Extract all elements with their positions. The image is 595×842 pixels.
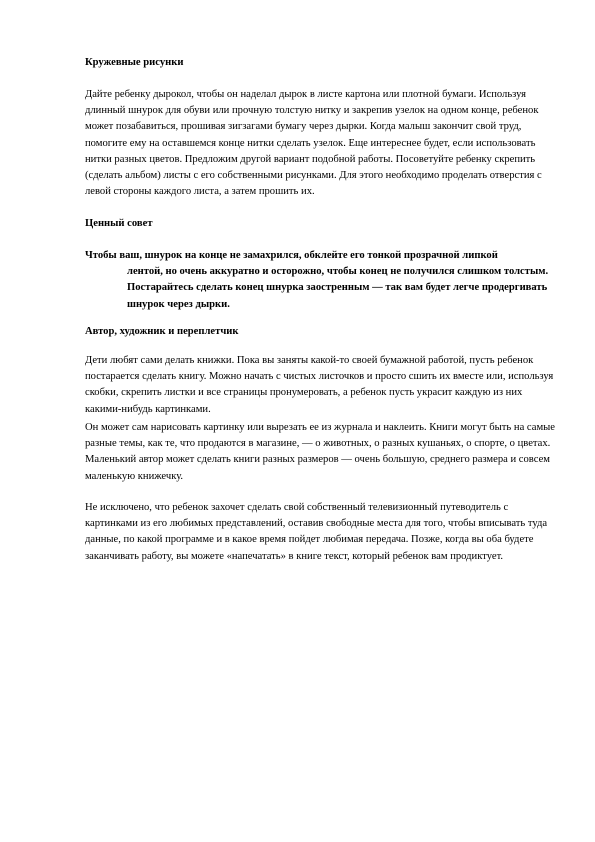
heading-author-artist-binder: Автор, художник и переплетчик	[85, 326, 239, 337]
paragraph-draw-or-cut-pictures: Он может сам нарисовать картинку или вырезать ее из журнала и наклеить. Книги могут быть на самые разные темы, как те, что продаются в магазине, — о животных, о разных кушаньях, о спорте, о цветах. Маленький автор может сделать книги разных размеров — очень большую, среднего размера и совсем маленькую книжечку.	[85, 422, 555, 482]
heading-valuable-advice: Ценный совет	[85, 218, 153, 229]
heading-lace-drawings: Кружевные рисунки	[85, 57, 184, 68]
paragraph-lace-drawings: Дайте ребенку дырокол, чтобы он наделал дырок в листе картона или плотной бумаги. Используя длинный шнурок для обуви или прочную толстую нитку и закрепив узелок на одном конце, ребенок может позабавиться, прошивая зигзагами бумагу через дырки. Когда малыш закончит свой труд, помогите ему на оставшемся конце нитки сделать узелок. Еще интереснее будет, если использовать нитки разных цветов. Предложим другой вариант подобной работы. Посоветуйте ребенку скрепить (сделать альбом) листы с его собственными рисунками. Для этого необходимо проделать отверстия с левой стороны каждого листа, а затем прошить их.	[85, 89, 542, 198]
advice-continuation: лентой, но очень аккуратно и осторожно, чтобы конец не получился слишком толстым. Постарайтесь сделать конец шнурка заостренным — так вам будет легче продергивать шнурок через дырки.	[127, 266, 549, 310]
paragraph-valuable-advice	[85, 248, 555, 313]
paragraph-tv-guide: Не исключено, что ребенок захочет сделать свой собственный телевизионный путеводитель с картинками из его любимых представлений, оставив свободные места для того, чтобы вписывать туда данные, по какой программе и в какое время пойдет любимая передача. Позже, когда вы оба будете заканчивать работу, вы можете «напечатать» в книге текст, который ребенок вам продиктует.	[85, 502, 548, 562]
paragraph-kids-make-books: Дети любят сами делать книжки. Пока вы заняты какой-то своей бумажной работой, пусть ребенок постарается сделать книгу. Можно начать с чистых листочков и просто сшить их вместе или, используя скобки, скрепить листки и все страницы пронумеровать, а ребенок пусть украсит каждую из них какими-нибудь картинками.	[85, 355, 554, 415]
advice-first-line: Чтобы ваш, шнурок на конце не замахрился, обклейте его тонкой прозрачной липкой	[85, 250, 498, 261]
